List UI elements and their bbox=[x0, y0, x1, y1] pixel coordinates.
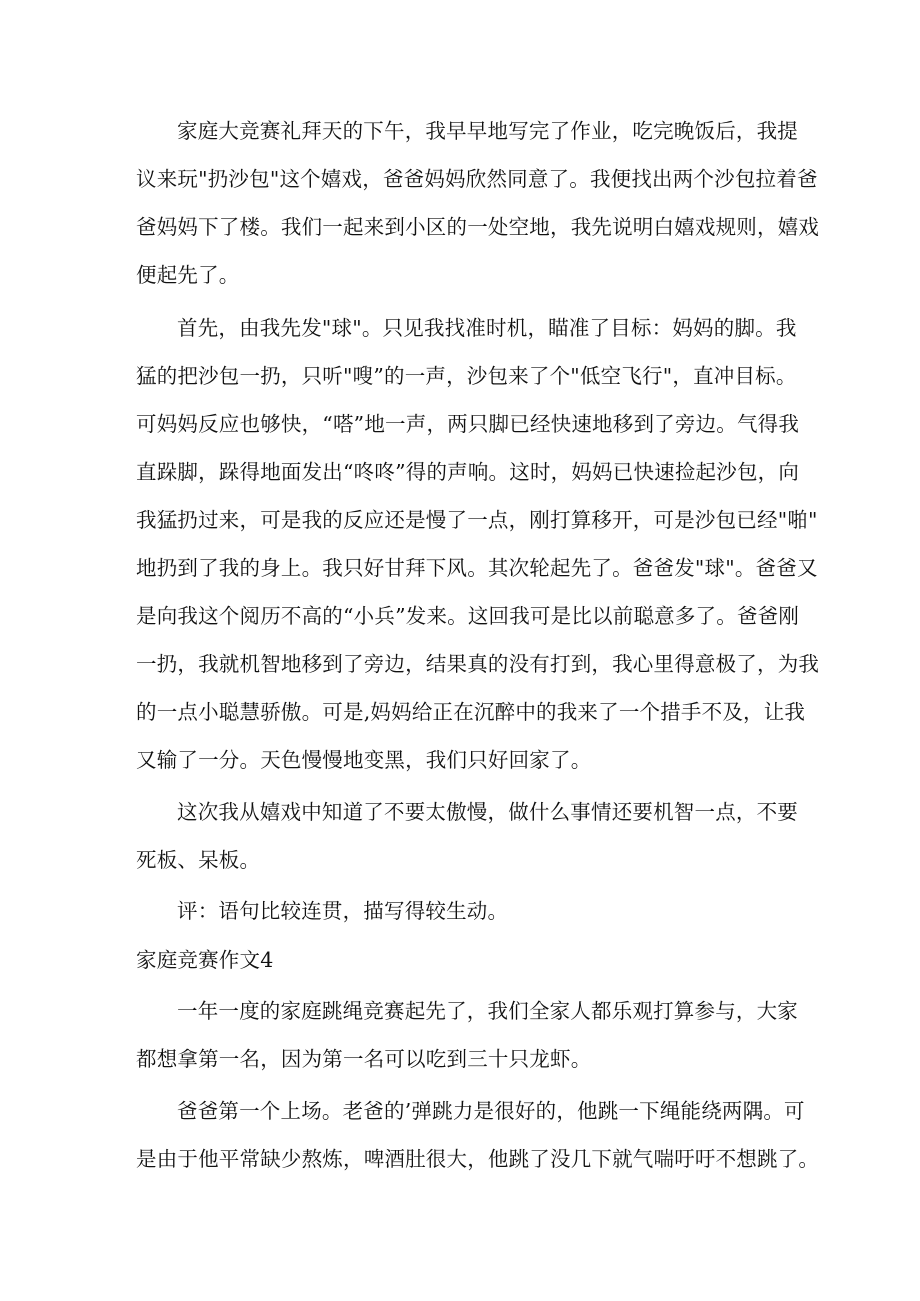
text-line: 家庭大竞赛礼拜天的下午，我早早地写完了作业，吃完晚饭后，我提 bbox=[177, 119, 798, 143]
text-line: 死板、呆板。 bbox=[136, 848, 261, 872]
section-heading: 家庭竞赛作文4 bbox=[136, 948, 274, 972]
text-line: 又输了一分。天色慢慢地变黑，我们只好回家了。 bbox=[136, 748, 592, 772]
text-line: 都想拿第一名，因为第一名可以吃到三十只龙虾。 bbox=[136, 1047, 592, 1071]
text-line: 可妈妈反应也够快，“嗒”地一声，两只脚已经快速地移到了旁边。气得我 bbox=[136, 412, 800, 436]
text-line: 猛的把沙包一扔，只听"嗖”的一声，沙包来了个"低空飞行"，直冲目标。 bbox=[136, 364, 797, 388]
text-line: 直跺脚，跺得地面发出“咚咚”得的声响。这时，妈妈已快速捡起沙包，向 bbox=[136, 460, 800, 484]
text-line: 这次我从嬉戏中知道了不要太傲慢，做什么事情还要机智一点，不要 bbox=[177, 800, 798, 824]
text-line: 的一点小聪慧骄傲。可是,妈妈给正在沉醉中的我来了一个措手不及，让我 bbox=[136, 700, 806, 724]
text-line: 一年一度的家庭跳绳竞赛起先了，我们全家人都乐观打算参与，大家 bbox=[177, 999, 798, 1023]
text-line: 爸爸第一个上场。老爸的’弹跳力是很好的，他跳一下绳能绕两隅。可 bbox=[177, 1099, 805, 1123]
text-line: 便起先了。 bbox=[136, 263, 240, 287]
text-line: 首先，由我先发"球"。只见我找准时机，瞄准了目标：妈妈的脚。我 bbox=[177, 316, 797, 340]
text-line: 评：语句比较连贯，描写得较生动。 bbox=[177, 899, 509, 923]
text-line: 我猛扔过来，可是我的反应还是慢了一点，刚打算移开，可是沙包已经"啪" bbox=[136, 508, 818, 532]
text-line: 爸妈妈下了楼。我们一起来到小区的一处空地，我先说明白嬉戏规则，嬉戏 bbox=[136, 215, 820, 239]
text-line: 是向我这个阅历不高的“小兵”发来。这回我可是比以前聪意多了。爸爸刚 bbox=[136, 604, 800, 628]
text-line: 地扔到了我的身上。我只好甘拜下风。其次轮起先了。爸爸发"球"。爸爸又 bbox=[136, 556, 818, 580]
text-line: 是由于他平常缺少熬炼，啤酒肚很大，他跳了没几下就气喘吁吁不想跳了。 bbox=[136, 1147, 820, 1171]
text-line: 一扔，我就机智地移到了旁边，结果真的没有打到，我心里得意极了，为我 bbox=[136, 652, 820, 676]
text-line: 议来玩"扔沙包"这个嬉戏，爸爸妈妈欣然同意了。我便找出两个沙包拉着爸 bbox=[136, 167, 818, 191]
